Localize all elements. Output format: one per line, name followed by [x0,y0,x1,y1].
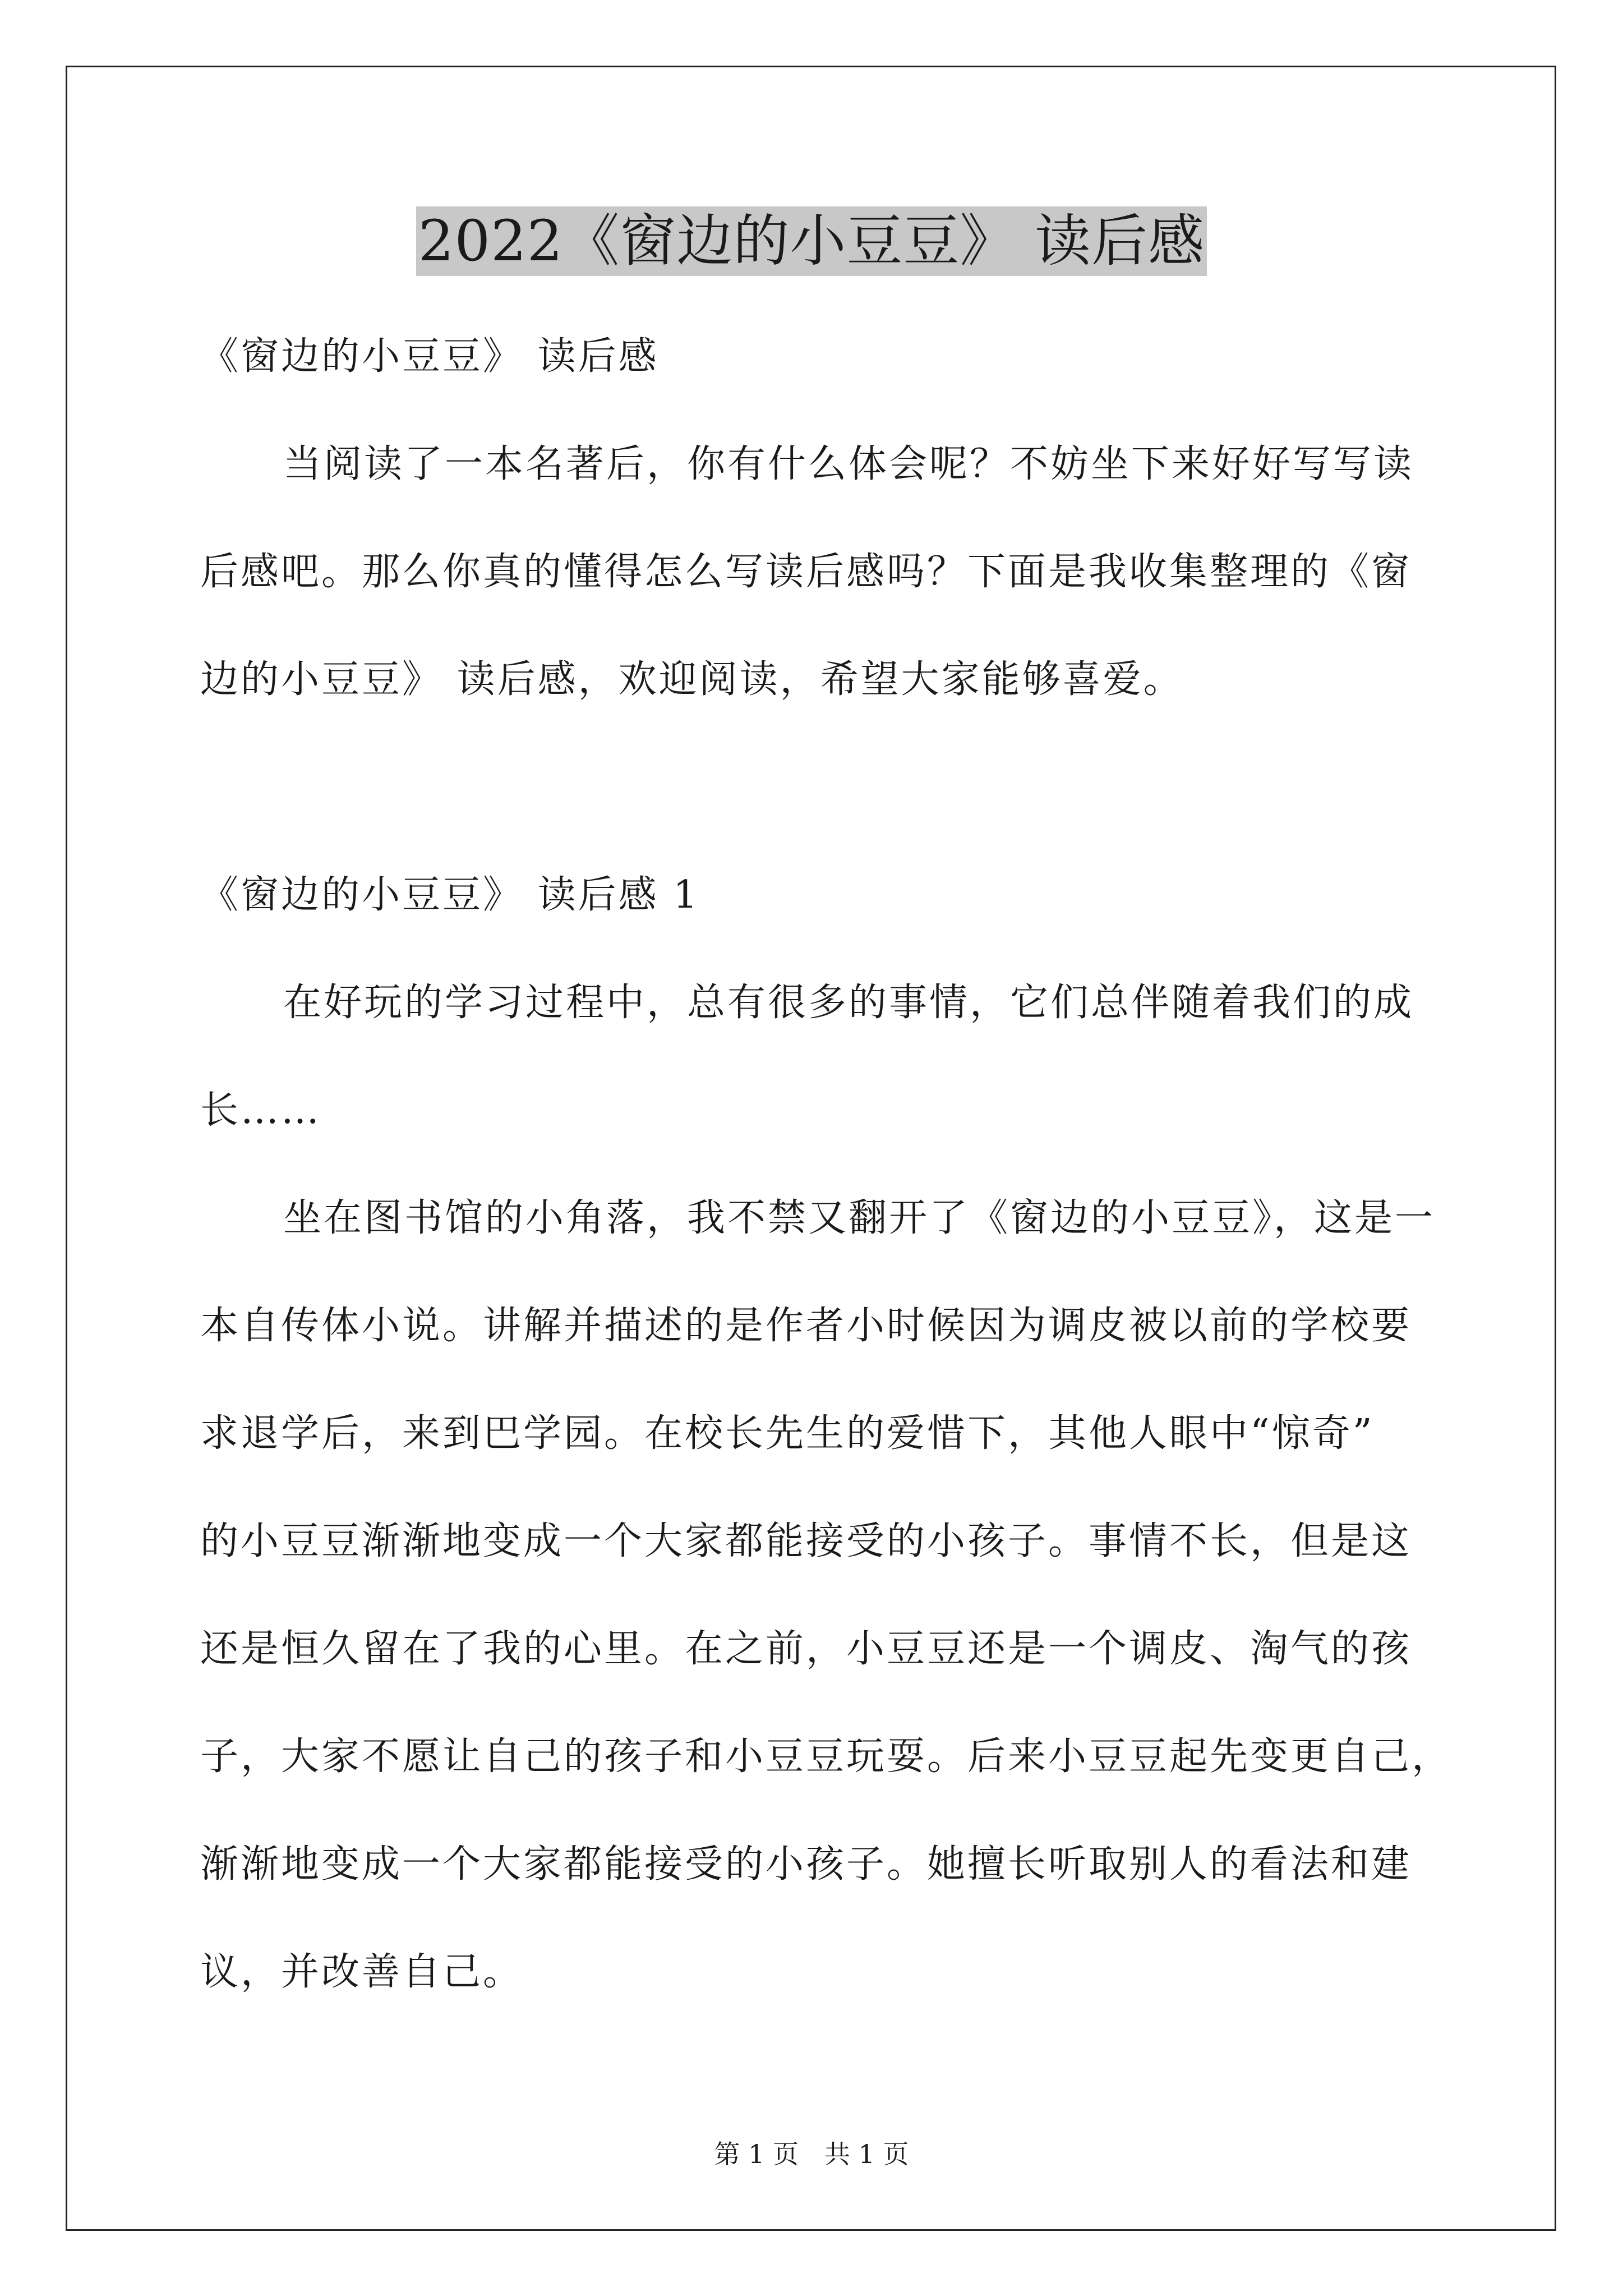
text-line: 子，大家不愿让自己的孩子和小豆豆玩耍。后来小豆豆起先变更自己， [200,1734,1453,1779]
text-line: 议，并改善自己。 [200,1950,524,1994]
text-line: 边的小豆豆》 读后感，欢迎阅读，希望大家能够喜爱。 [200,657,1184,702]
page-footer: 第 1 页 共 1 页 [714,2139,909,2169]
text-line: 还是恒久留在了我的心里。在之前，小豆豆还是一个调皮、淘气的孩 [200,1627,1412,1671]
body-paragraph [200,411,1434,734]
text-line: 《窗边的小豆豆》 读后感 [200,334,659,379]
text-line: 当阅读了一本名著后，你有什么体会呢？不妨坐下来好好写写读 [283,442,1414,486]
text-line: 在好玩的学习过程中，总有很多的事情，它们总伴随着我们的成 [283,981,1414,1025]
text-line: 本自传体小说。讲解并描述的是作者小时候因为调皮被以前的学校要 [200,1304,1412,1348]
text-line: 求退学后，来到巴学园。在校长先生的爱惜下，其他人眼中“惊奇” [200,1411,1375,1456]
blank-line [200,734,1434,841]
document-title: 2022《窗边的小豆豆》 读后感 [416,206,1207,276]
text-line: 的小豆豆渐渐地变成一个大家都能接受的小孩子。事情不长，但是这 [200,1519,1412,1563]
text-line: 《窗边的小豆豆》 读后感 1 [200,873,700,917]
text-line: 渐渐地变成一个大家都能接受的小孩子。她擅长听取别人的看法和建 [200,1842,1412,1887]
section-heading [200,841,1434,949]
text-line: 长…… [200,1088,322,1133]
body-paragraph [200,1165,1453,2026]
body-paragraph [200,949,1434,1165]
text-line: 后感吧。那么你真的懂得怎么写读后感吗？下面是我收集整理的《窗 [200,550,1412,594]
title-container [0,206,1623,276]
text-line: 坐在图书馆的小角落，我不禁又翻开了《窗边的小豆豆》，这是一 [283,1196,1436,1240]
document-body [200,303,1453,2026]
section-heading [200,303,1434,411]
